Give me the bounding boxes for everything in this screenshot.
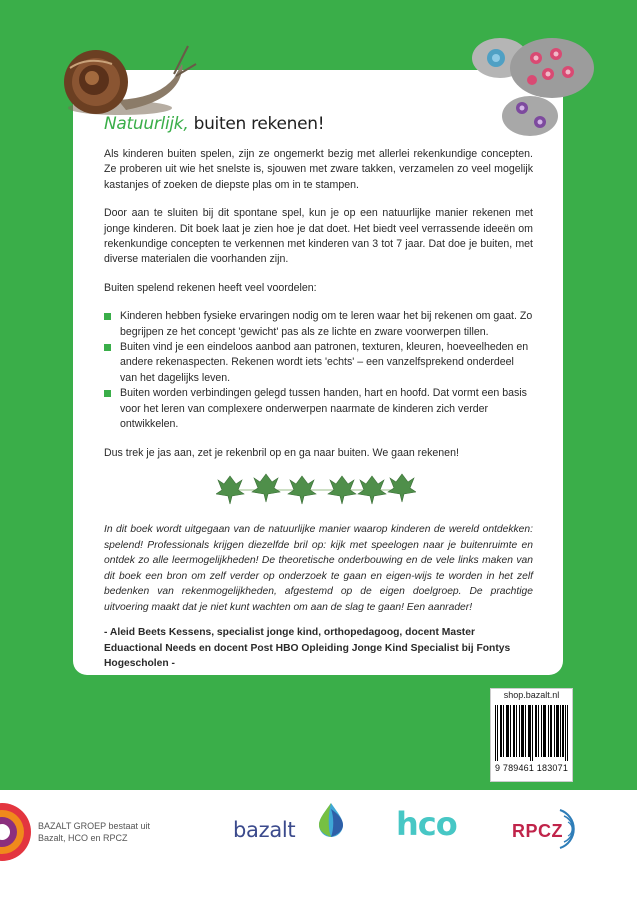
bullet-square-icon: [104, 390, 111, 397]
barcode-panel: [490, 688, 573, 782]
isbn-number: 9 789461 183071: [494, 763, 569, 773]
list-item: [104, 340, 533, 386]
advantages-list: [104, 309, 533, 432]
leaves-decoration: [216, 468, 416, 508]
bullet-square-icon: [104, 313, 111, 320]
list-item: [104, 309, 533, 340]
advantages-intro: Buiten spelend rekenen heeft veel voordelen:: [104, 281, 317, 294]
bazalt-groep-text: BAZALT GROEP bestaat uit Bazalt, HCO en RPCZ: [38, 821, 151, 843]
rpcz-arc-icon: [556, 806, 596, 852]
closing-paragraph: Dus trek je jas aan, zet je rekenbril op en ga naar buiten. We gaan rekenen!: [104, 446, 459, 459]
review-quote: In dit boek wordt uitgegaan van de natuurlijke manier waarop kinderen de wereld ontdekken: spelend! Professionals krijgen diezelfde bril op: kijk met speelogen naar je buitenruimte en ontdek zo alle leermogelijkheden! De theoretische onderbouwing en de vele links maken van dit boek een bron om zelf verder op onderzoek te gaan en eigen-wijs te worden in het zelf bedenken van rekenmogelijkheden, afgestemd op de eigen doelgroep. De prachtige uitvoering maakt dat je niet kunt wachten om aan de slag te gaan! Een aanrader!: [104, 524, 533, 613]
bazalt-groep-logo-icon: [0, 801, 32, 863]
list-item-text: Buiten vind je een eindeloos aanbod aan patronen, texturen, kleuren, hoeveelheden en andere rekenaspecten. Rekenen wordt iets 'echts' – een vanzelfsprekend onderdeel van het dagelijks leven.: [120, 341, 529, 384]
bazalt-drop-icon: [316, 803, 346, 837]
list-item: [104, 386, 533, 432]
heading-accent: Natuurlijk,: [104, 114, 189, 134]
intro-paragraph: Als kinderen buiten spelen, zijn ze ongemerkt bezig met allerlei rekenkundige concepten. Ze proberen uit wie het snelste is, sjouwen met zware takken, verzamelen zo veel mogelijk kastanjes of zoeken de diepste plas om in te stampen.: [104, 148, 533, 191]
quote-attribution: - Aleid Beets Kessens, specialist jonge kind, orthopedagoog, docent Master Eduactional Needs en docent Post HBO Opleiding Jonge Kind Specialist bij Fontys Hogescholen -: [104, 627, 511, 670]
heading-rest: buiten rekenen!: [188, 114, 325, 134]
snail-image: [48, 38, 198, 120]
bazalt-logo: bazalt: [233, 818, 296, 842]
bullet-square-icon: [104, 344, 111, 351]
rpcz-logo: RPCZ: [512, 821, 563, 841]
shop-url: shop.bazalt.nl: [503, 690, 560, 700]
hco-logo: hco: [396, 805, 457, 843]
stones-image: [470, 36, 620, 138]
body-text: [104, 147, 533, 474]
list-item-text: Buiten worden verbindingen gelegd tussen handen, hart en hoofd. Dat vormt een basis voor het leren van complexere onderwerpen naarmate de kinderen zich verder ontwikkelen.: [120, 387, 527, 431]
barcode-icon: [495, 705, 568, 761]
list-item-text: Kinderen hebben fysieke ervaringen nodig om te leren waar het bij rekenen om gaat. Zo begrijpen ze het concept 'gewicht' pas als ze lichte en zware voorwerpen tillen.: [120, 310, 533, 338]
page-heading: [104, 114, 324, 134]
approach-paragraph: Door aan te sluiten bij dit spontane spel, kun je op een natuurlijke manier rekenen met jonge kinderen. Dit boek laat je zien hoe je dat doet. Het biedt veel verrassende ideeën om rekenkundige concepten te verkennen met kinderen van 3 tot 7 jaar. Dat doe je buiten, met diverse materialen die voorhanden zijn.: [104, 207, 533, 266]
